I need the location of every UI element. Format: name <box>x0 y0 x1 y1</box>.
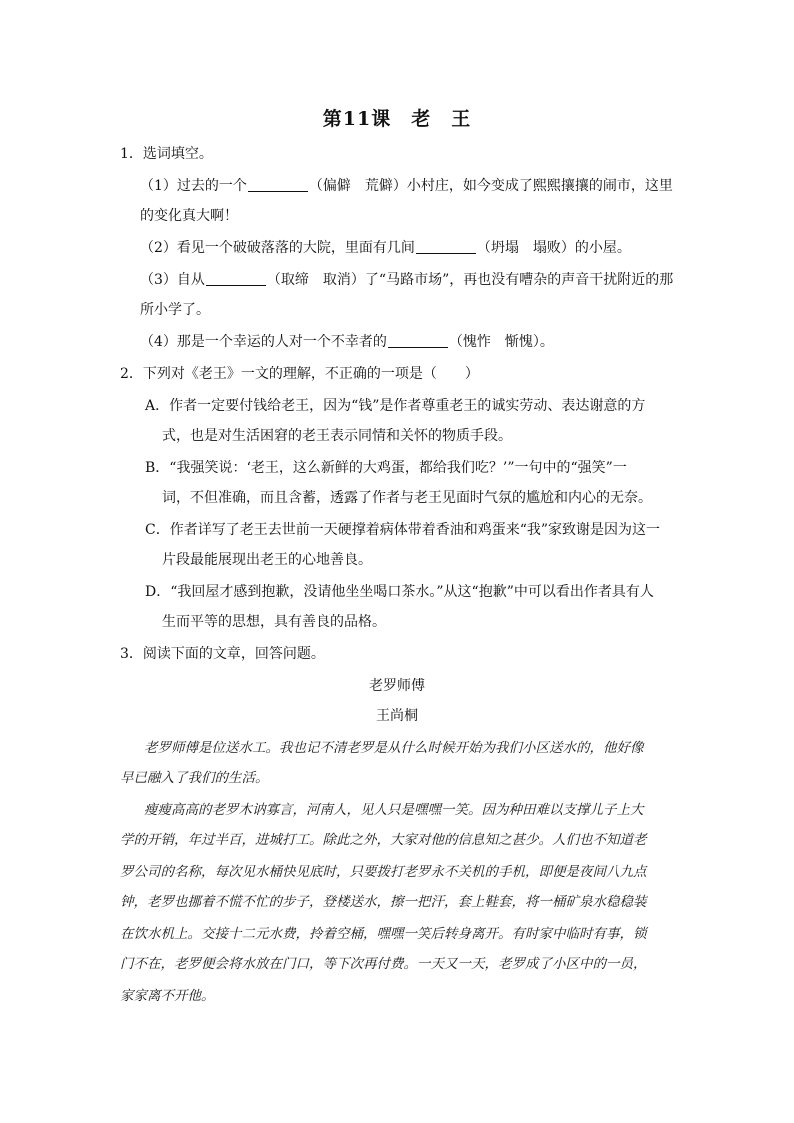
article-title: 老罗师傅 <box>369 678 425 694</box>
question-2-heading: 2．下列对《老王》一文的理解，不正确的一项是（ ） <box>120 366 479 382</box>
paragraph-2-line-4: 钟，老罗也挪着不慌不忙的步子，登楼送水，擦一把汗，套上鞋套，将一桶矿泉水稳稳装 <box>120 894 647 910</box>
option-d-line-2: 生而平等的思想，具有善良的品格。 <box>162 614 386 630</box>
option-b-line-2: 词，不但准确，而且含蓄，透露了作者与老王见面时气氛的尴尬和内心的无奈。 <box>162 490 652 506</box>
paragraph-2-line-3: 罗公司的名称，每次见水桶快见底时，只要拨打老罗永不关机的手机，即便是夜间八九点 <box>120 864 647 880</box>
option-c-line-2: 片段最能展现出老王的心地善良。 <box>162 552 372 568</box>
paragraph-1-line-1: 老罗师傅是位送水工。我也记不清老罗是从什么时候开始为我们小区送水的，他好像 <box>144 740 644 756</box>
paragraph-1-line-2: 早已融入了我们的生活。 <box>120 770 269 786</box>
option-c-line-1: C．作者详写了老王去世前一天硬撑着病体带着香油和鸡蛋来“我”家致谢是因为这一 <box>145 522 661 538</box>
item-4-text-a: （4）那是一个幸运的人对一个不幸者的 <box>140 334 387 350</box>
option-d-line-1: D．“我回屋才感到抱歉，没请他坐坐喝口茶水。”从这“抱歉”中可以看出作者具有人 <box>145 584 654 600</box>
item-1-text-b: （偏僻 荒僻）小村庄，如今变成了熙熙攘攘的闹市，这里 <box>308 178 673 194</box>
article-author: 王尚桐 <box>376 708 418 724</box>
question-1-item-3-line-1 <box>140 270 673 290</box>
question-1-item-4 <box>140 332 554 352</box>
item-2-text-a: （2）看见一个破破落落的大院，里面有几间 <box>140 240 415 256</box>
option-a-line-2: 式，也是对生活困窘的老王表示同情和关怀的物质手段。 <box>162 428 512 444</box>
lesson-title: 第11课 老 王 <box>322 108 472 130</box>
fill-in-blank[interactable] <box>388 333 448 348</box>
item-4-text-b: （愧怍 惭愧）。 <box>448 334 554 350</box>
item-2-text-b: （坍塌 塌败）的小屋。 <box>476 240 631 256</box>
paragraph-2-line-2: 学的开销，年过半百，进城打工。除此之外，大家对他的信息知之甚少。人们也不知道老 <box>120 832 647 848</box>
question-1-item-1-line-1 <box>140 176 673 196</box>
paragraph-2-line-7: 家家离不开他。 <box>120 988 215 1004</box>
paragraph-2-line-6: 门不在，老罗便会将水放在门口，等下次再付费。一天又一天，老罗成了小区中的一员， <box>120 956 647 972</box>
question-1-item-1-line-2: 的变化真大啊！ <box>140 208 238 224</box>
item-1-text-a: （1）过去的一个 <box>140 178 247 194</box>
paragraph-2-line-1: 瘦瘦高高的老罗木讷寡言，河南人，见人只是嘿嘿一笑。因为种田难以支撑儿子上大 <box>144 802 644 818</box>
option-b-line-1: B．“我强笑说：‘老王，这么新鲜的大鸡蛋，都给我们吃？’”一句中的“强笑”一 <box>145 460 627 476</box>
fill-in-blank[interactable] <box>248 177 308 192</box>
fill-in-blank[interactable] <box>206 271 266 286</box>
question-1-item-3-line-2: 所小学了。 <box>140 302 210 318</box>
fill-in-blank[interactable] <box>416 239 476 254</box>
question-1-heading: 1．选词填空。 <box>120 146 213 162</box>
paragraph-2-line-5: 在饮水机上。交接十二元水费，拎着空桶，嘿嘿一笑后转身离开。有时家中临时有事，锁 <box>120 926 647 942</box>
item-3-text-a: （3）自从 <box>140 272 205 288</box>
question-1-item-2 <box>140 238 631 258</box>
question-3-heading: 3．阅读下面的文章，回答问题。 <box>120 646 325 662</box>
item-3-text-b: （取缔 取消）了“马路市场”，再也没有嘈杂的声音干扰附近的那 <box>266 272 674 288</box>
option-a-line-1: A．作者一定要付钱给老王，因为“钱”是作者尊重老王的诚实劳动、表达谢意的方 <box>145 398 646 414</box>
